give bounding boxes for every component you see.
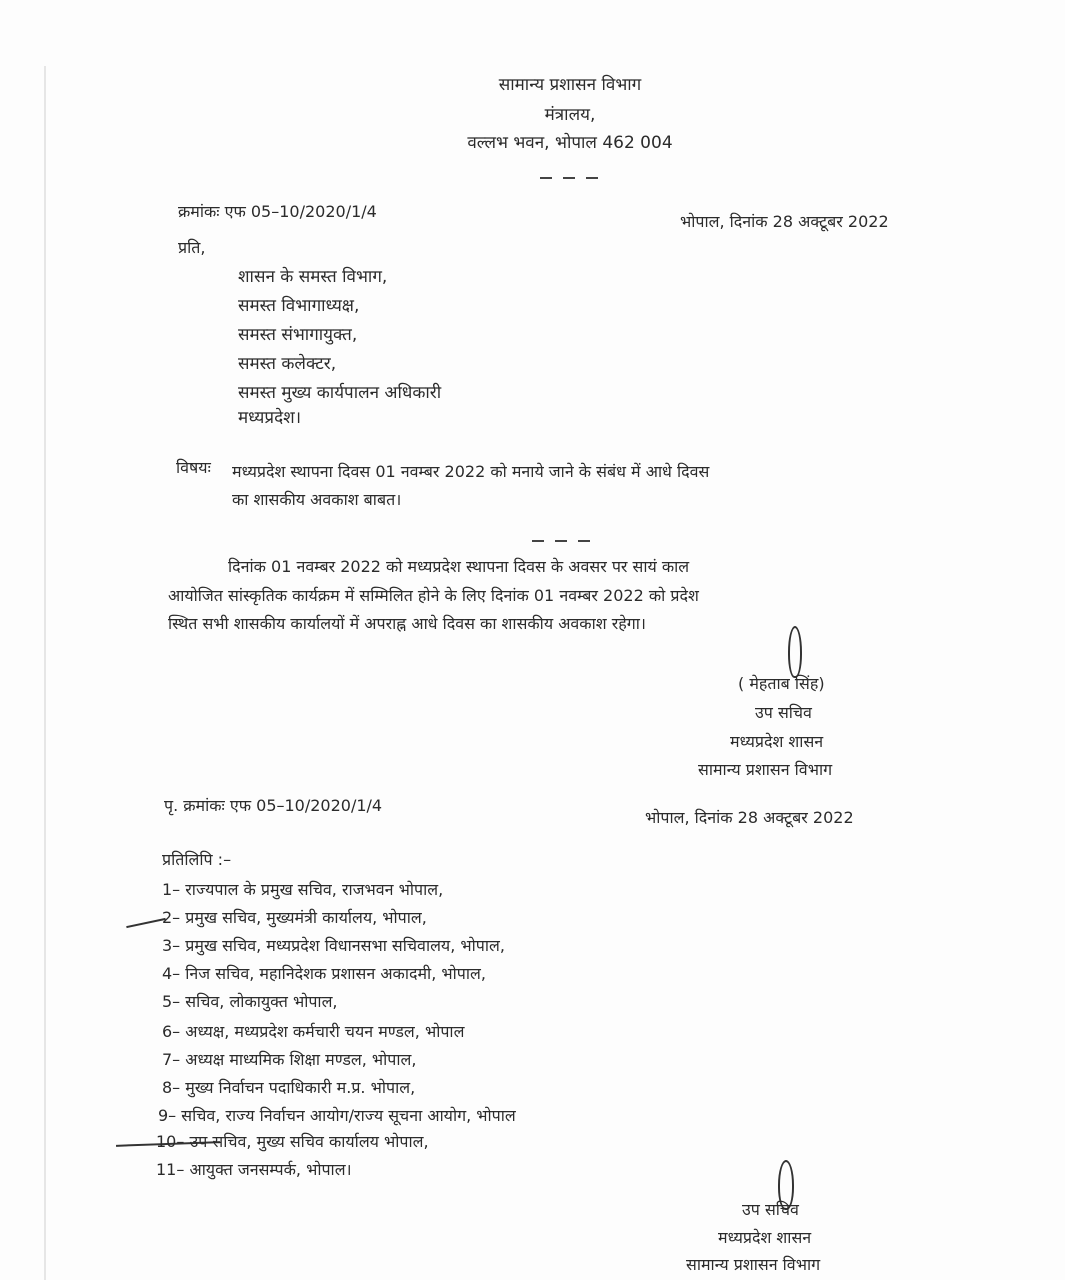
body-line: स्थित सभी शासकीय कार्यालयों में अपराह्न आधे दिवस का शासकीय अवकाश रहेगा। (168, 614, 646, 633)
copy-item: 2– प्रमुख सचिव, मुख्यमंत्री कार्यालय, भोपाल, (162, 908, 427, 927)
copy-item: 1– राज्यपाल के प्रमुख सचिव, राजभवन भोपाल, (162, 880, 444, 899)
copy-item: 6– अध्यक्ष, मध्यप्रदेश कर्मचारी चयन मण्डल, भोपाल (162, 1022, 465, 1041)
signatory-designation: उप सचिव (755, 703, 812, 722)
recipient-item: मध्यप्रदेश। (238, 408, 302, 428)
endorsement-date: भोपाल, दिनांक 28 अक्टूबर 2022 (645, 808, 854, 827)
subject-label: विषयः (176, 458, 211, 477)
separator-dash (586, 177, 598, 179)
signatory-govt: मध्यप्रदेश शासन (730, 732, 824, 751)
subject-line: मध्यप्रदेश स्थापना दिवस 01 नवम्बर 2022 को मनाये जाने के संबंध में आधे दिवस (232, 462, 710, 481)
header-address: वल्लभ भवन, भोपाल 462 004 (467, 133, 673, 153)
header-department: सामान्य प्रशासन विभाग (498, 75, 642, 95)
copy-item: 10– उप सचिव, मुख्य सचिव कार्यालय भोपाल, (156, 1132, 429, 1151)
copy-item: 8– मुख्य निर्वाचन पदाधिकारी म.प्र. भोपाल, (162, 1078, 416, 1097)
subject-line: का शासकीय अवकाश बाबत। (232, 490, 402, 509)
letter-reference: क्रमांकः एफ 05–10/2020/1/4 (178, 202, 377, 221)
signatory-designation: उप सचिव (742, 1200, 799, 1219)
copy-item: 4– निज सचिव, महानिदेशक प्रशासन अकादमी, भोपाल, (162, 964, 486, 983)
copy-item: 3– प्रमुख सचिव, मध्यप्रदेश विधानसभा सचिवालय, भोपाल, (162, 936, 505, 955)
to-label: प्रति, (178, 238, 206, 257)
signatory-name: ( मेहताब सिंह) (738, 674, 825, 693)
recipient-item: समस्त विभागाध्यक्ष, (238, 296, 360, 316)
separator-dash (563, 177, 575, 179)
copy-item: 11– आयुक्त जनसम्पर्क, भोपाल। (156, 1160, 352, 1179)
separator-dash (532, 540, 544, 542)
header-ministry: मंत्रालय, (544, 105, 596, 125)
copy-item: 9– सचिव, राज्य निर्वाचन आयोग/राज्य सूचना आयोग, भोपाल (158, 1106, 516, 1125)
handwritten-tick (126, 918, 166, 928)
signature-scribble (788, 626, 802, 678)
signatory-dept: सामान्य प्रशासन विभाग (698, 760, 833, 779)
body-line: आयोजित सांस्कृतिक कार्यक्रम में सम्मिलित होने के लिए दिनांक 01 नवम्बर 2022 को प्रदेश (168, 586, 699, 605)
copy-item: 7– अध्यक्ष माध्यमिक शिक्षा मण्डल, भोपाल, (162, 1050, 417, 1069)
endorsement-reference: पृ. क्रमांकः एफ 05–10/2020/1/4 (164, 796, 383, 815)
signatory-govt: मध्यप्रदेश शासन (718, 1228, 812, 1247)
recipient-item: समस्त कलेक्टर, (238, 354, 337, 374)
separator-dash (578, 540, 590, 542)
page-edge (44, 66, 46, 1280)
copy-item: 5– सचिव, लोकायुक्त भोपाल, (162, 992, 338, 1011)
recipient-item: समस्त संभागायुक्त, (238, 325, 358, 345)
body-line: दिनांक 01 नवम्बर 2022 को मध्यप्रदेश स्थापना दिवस के अवसर पर सायं काल (228, 557, 690, 576)
separator-dash (555, 540, 567, 542)
recipient-item: शासन के समस्त विभाग, (238, 267, 388, 287)
copy-label: प्रतिलिपि :– (162, 850, 232, 869)
recipient-item: समस्त मुख्य कार्यपालन अधिकारी (238, 383, 442, 403)
letter-date: भोपाल, दिनांक 28 अक्टूबर 2022 (680, 212, 889, 231)
signatory-dept: सामान्य प्रशासन विभाग (686, 1255, 821, 1274)
separator-dash (540, 177, 552, 179)
